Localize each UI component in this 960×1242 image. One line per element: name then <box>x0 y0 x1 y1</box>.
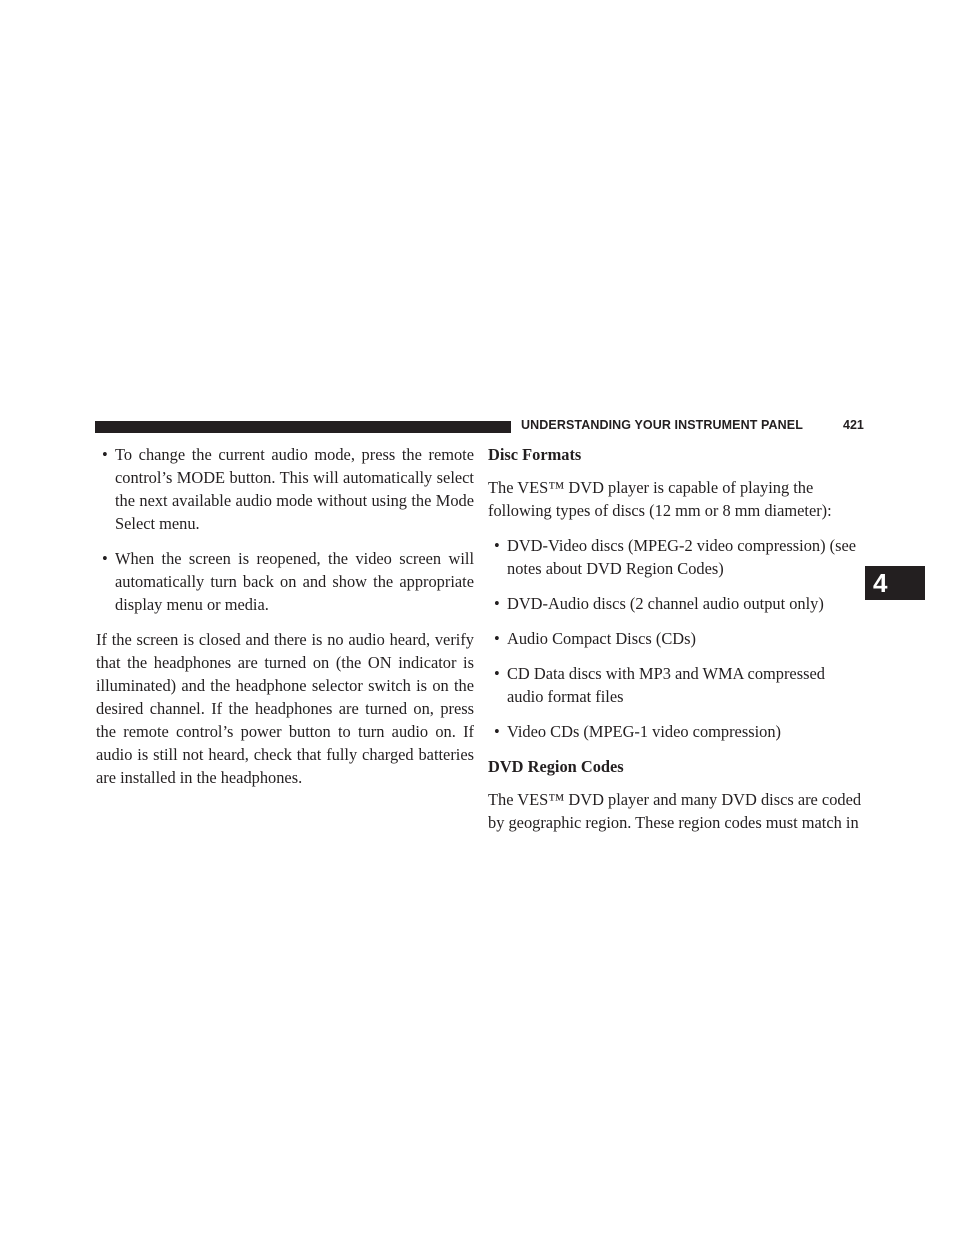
list-item: • DVD-Audio discs (2 channel audio output only) <box>488 592 863 615</box>
list-item: • Audio Compact Discs (CDs) <box>488 627 863 650</box>
left-column <box>96 443 474 801</box>
disc-formats-heading: Disc Formats <box>488 445 582 464</box>
disc-formats-intro: The VES™ DVD player is capable of playing the following types of discs (12 mm or 8 mm diameter): <box>488 478 832 520</box>
region-codes-heading: DVD Region Codes <box>488 757 624 776</box>
header-rule <box>95 421 511 433</box>
chapter-tab: 4 <box>865 566 925 600</box>
list-item: • CD Data discs with MP3 and WMA compressed audio format files <box>488 662 863 708</box>
audio-mode-list <box>96 443 474 616</box>
list-item: • DVD-Video discs (MPEG-2 video compression) (see notes about DVD Region Codes) <box>488 534 863 580</box>
section-title: UNDERSTANDING YOUR INSTRUMENT PANEL <box>521 418 803 432</box>
list-item: • When the screen is reopened, the video screen will automatically turn back on and show the appropriate display menu or media. <box>96 547 474 616</box>
disc-formats-list <box>488 534 863 743</box>
right-column <box>488 443 863 846</box>
list-item: • Video CDs (MPEG-1 video compression) <box>488 720 863 743</box>
no-audio-paragraph: If the screen is closed and there is no audio heard, verify that the headphones are turned on (the ON indicator is illuminated) and the headphone selector switch is on the desired channel. If the headphones are turned on, press the remote control’s power button to turn audio on. If audio is still not heard, check that fully charged batteries are installed in the headphones. <box>96 630 474 787</box>
page-number: 421 <box>843 418 864 432</box>
region-codes-text: The VES™ DVD player and many DVD discs are coded by geographic region. These region codes must match in <box>488 790 862 832</box>
list-item: • To change the current audio mode, press the remote control’s MODE button. This will automatically select the next available audio mode without using the Mode Select menu. <box>96 443 474 535</box>
